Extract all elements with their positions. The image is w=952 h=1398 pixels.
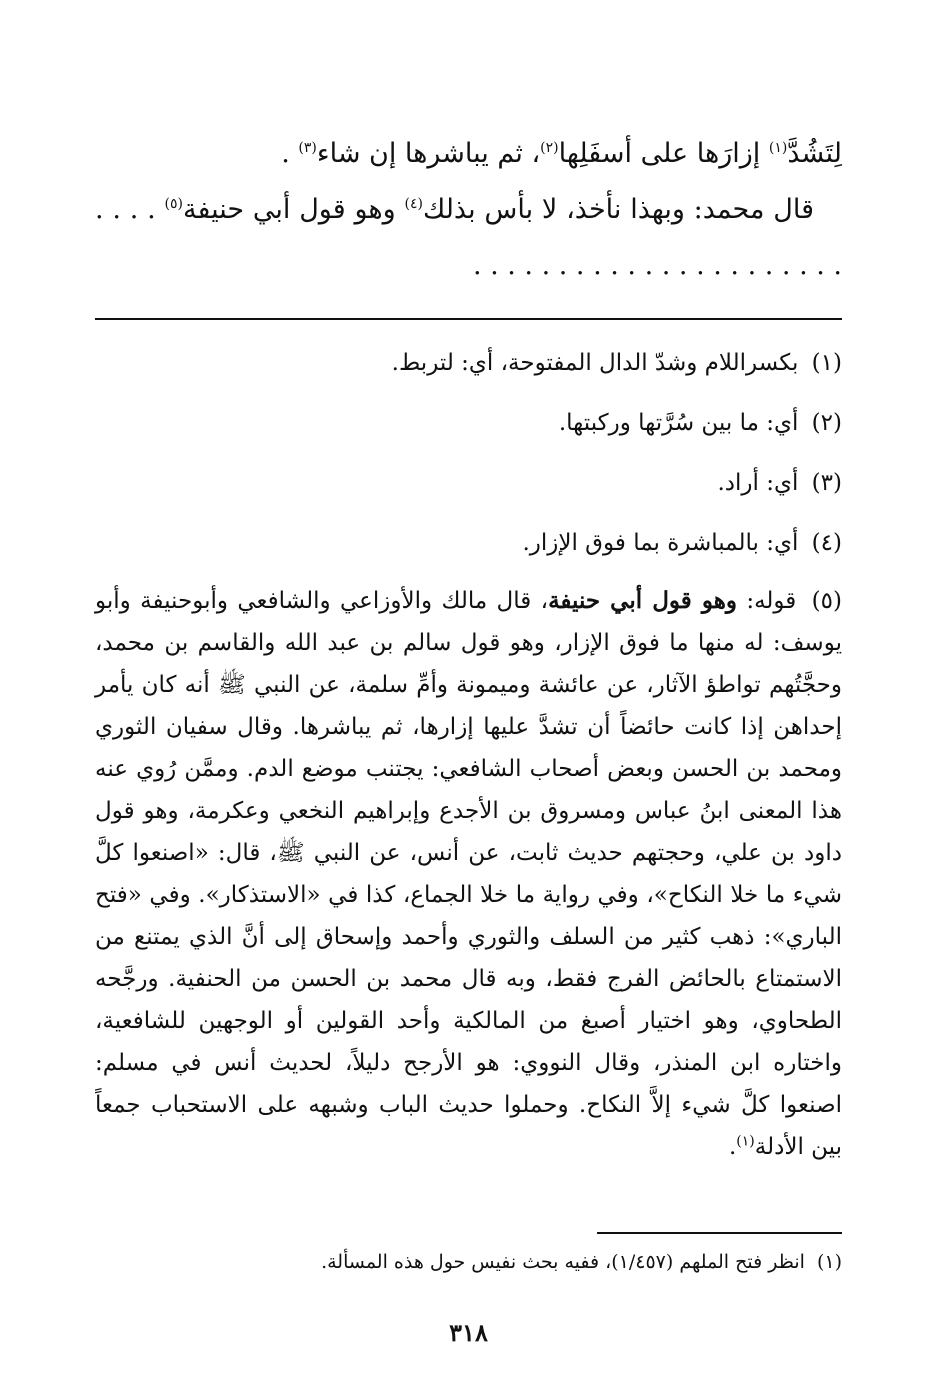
quoted-phrase: وهو قول أبي حنيفة <box>548 587 737 614</box>
footnote-ref: (٥) <box>164 196 183 212</box>
footnote-ref: (٢) <box>540 140 559 156</box>
dot-leader: . . . . . . . . . . . . . . . . . . . . . . . . . . <box>95 194 842 281</box>
book-page <box>95 0 842 1398</box>
text-segment: لِتَشُدَّ <box>787 138 842 169</box>
footnote-3 <box>95 460 842 506</box>
footnote-number: (٤) <box>811 530 842 556</box>
main-text <box>95 126 842 294</box>
footnote-text: انظر فتح الملهم (١/٤٥٧)، ففيه بحث نفيس حول هذه المسألة. <box>321 1251 805 1273</box>
main-line-1 <box>95 126 842 182</box>
main-paragraph-2 <box>95 182 842 294</box>
footnote-ref: (١) <box>736 1133 755 1150</box>
footnote-number: (١) <box>811 350 842 376</box>
footnote-text: ، قال مالك والأوزاعي والشافعي وأبوحنيفة وأبو يوسف: له منها ما فوق الإزار، وهو قول سالم بن عبد الله والقاسم بن محمد، وحجَّتُهم تواطؤ الآثار، عن عائشة وميمونة وأمِّ سلمة، عن النبي ﷺ أنه كان يأمر إحداهن إذا كانت حائضاً أن تشدَّ عليها إزارها، ثم يباشرها. وقال سفيان الثوري ومحمد بن الحسن وبعض أصحاب الشافعي: يجتنب موضع الدم. وممَّن رُوي عنه هذا المعنى ابنُ عباس ومسروق بن الأجدع وإبراهيم النخعي وعكرمة، وهو قول داود بن علي، وحجتهم حديث ثابت، عن أنس، عن النبي ﷺ، قال: «اصنعوا كلَّ شيء ما خلا النكاح»، وفي رواية ما خلا الجماع، كذا في «الاستذكار». وفي «فتح الباري»: ذهب كثير من السلف والثوري وأحمد وإسحاق إلى أنَّ الذي يمتنع من الاستمتاع بالحائض الفرج فقط، وبه قال محمد بن الحسن من الحنفية. ورجَّحه الطحاوي، وهو اختيار أصبغ من المالكية وأحد القولين أو الوجهين للشافعية، واختاره ابن المنذر، وقال النووي: هو الأرجح دليلاً، لحديث أنس في مسلم: اصنعوا كلَّ شيء إلاَّ النكاح. وحملوا حديث الباب وشبهه على الاستحباب جمعاً بين الأدلة <box>95 588 843 1160</box>
footnote-number: (٣) <box>811 470 842 496</box>
footnote-ref: (٤) <box>404 196 423 212</box>
secondary-divider <box>597 1232 842 1234</box>
footnote-number: (٢) <box>811 410 842 436</box>
page-number: ٣١٨ <box>449 1318 488 1347</box>
text-segment: وهو قول أبي حنيفة <box>182 194 405 225</box>
footnote-divider <box>95 318 842 320</box>
footnote-text: قوله: <box>736 588 797 614</box>
bottom-footnote <box>95 1245 842 1279</box>
footnote-text: بكسراللام وشدّ الدال المفتوحة، أي: لتربط. <box>391 350 799 376</box>
footnote-ref: (١) <box>768 140 788 156</box>
footnote-number: (١) <box>816 1251 842 1273</box>
footnote-number: (٥) <box>811 588 842 614</box>
footnote-ref: (٣) <box>298 140 317 156</box>
footnotes <box>95 340 842 1168</box>
footnote-text: أي: بالمباشرة بما فوق الإزار. <box>522 530 799 556</box>
text-segment: . <box>281 138 299 169</box>
footnote-text: أي: ما بين سُرَّتها وركبتها. <box>558 410 799 436</box>
text-segment: ، ثم يباشرها إن شاء <box>316 138 541 169</box>
footnote-1 <box>95 340 842 386</box>
footnote-text: . <box>728 1134 737 1160</box>
footnote-5 <box>95 580 842 1168</box>
text-segment: قال محمد: وبهذا نأخذ، لا بأس بذلك <box>422 194 814 225</box>
footnote-4 <box>95 520 842 566</box>
footnote-2 <box>95 400 842 446</box>
footnote-text: أي: أراد. <box>717 470 799 496</box>
text-segment: إزارَها على أسفَلِها <box>558 138 769 169</box>
